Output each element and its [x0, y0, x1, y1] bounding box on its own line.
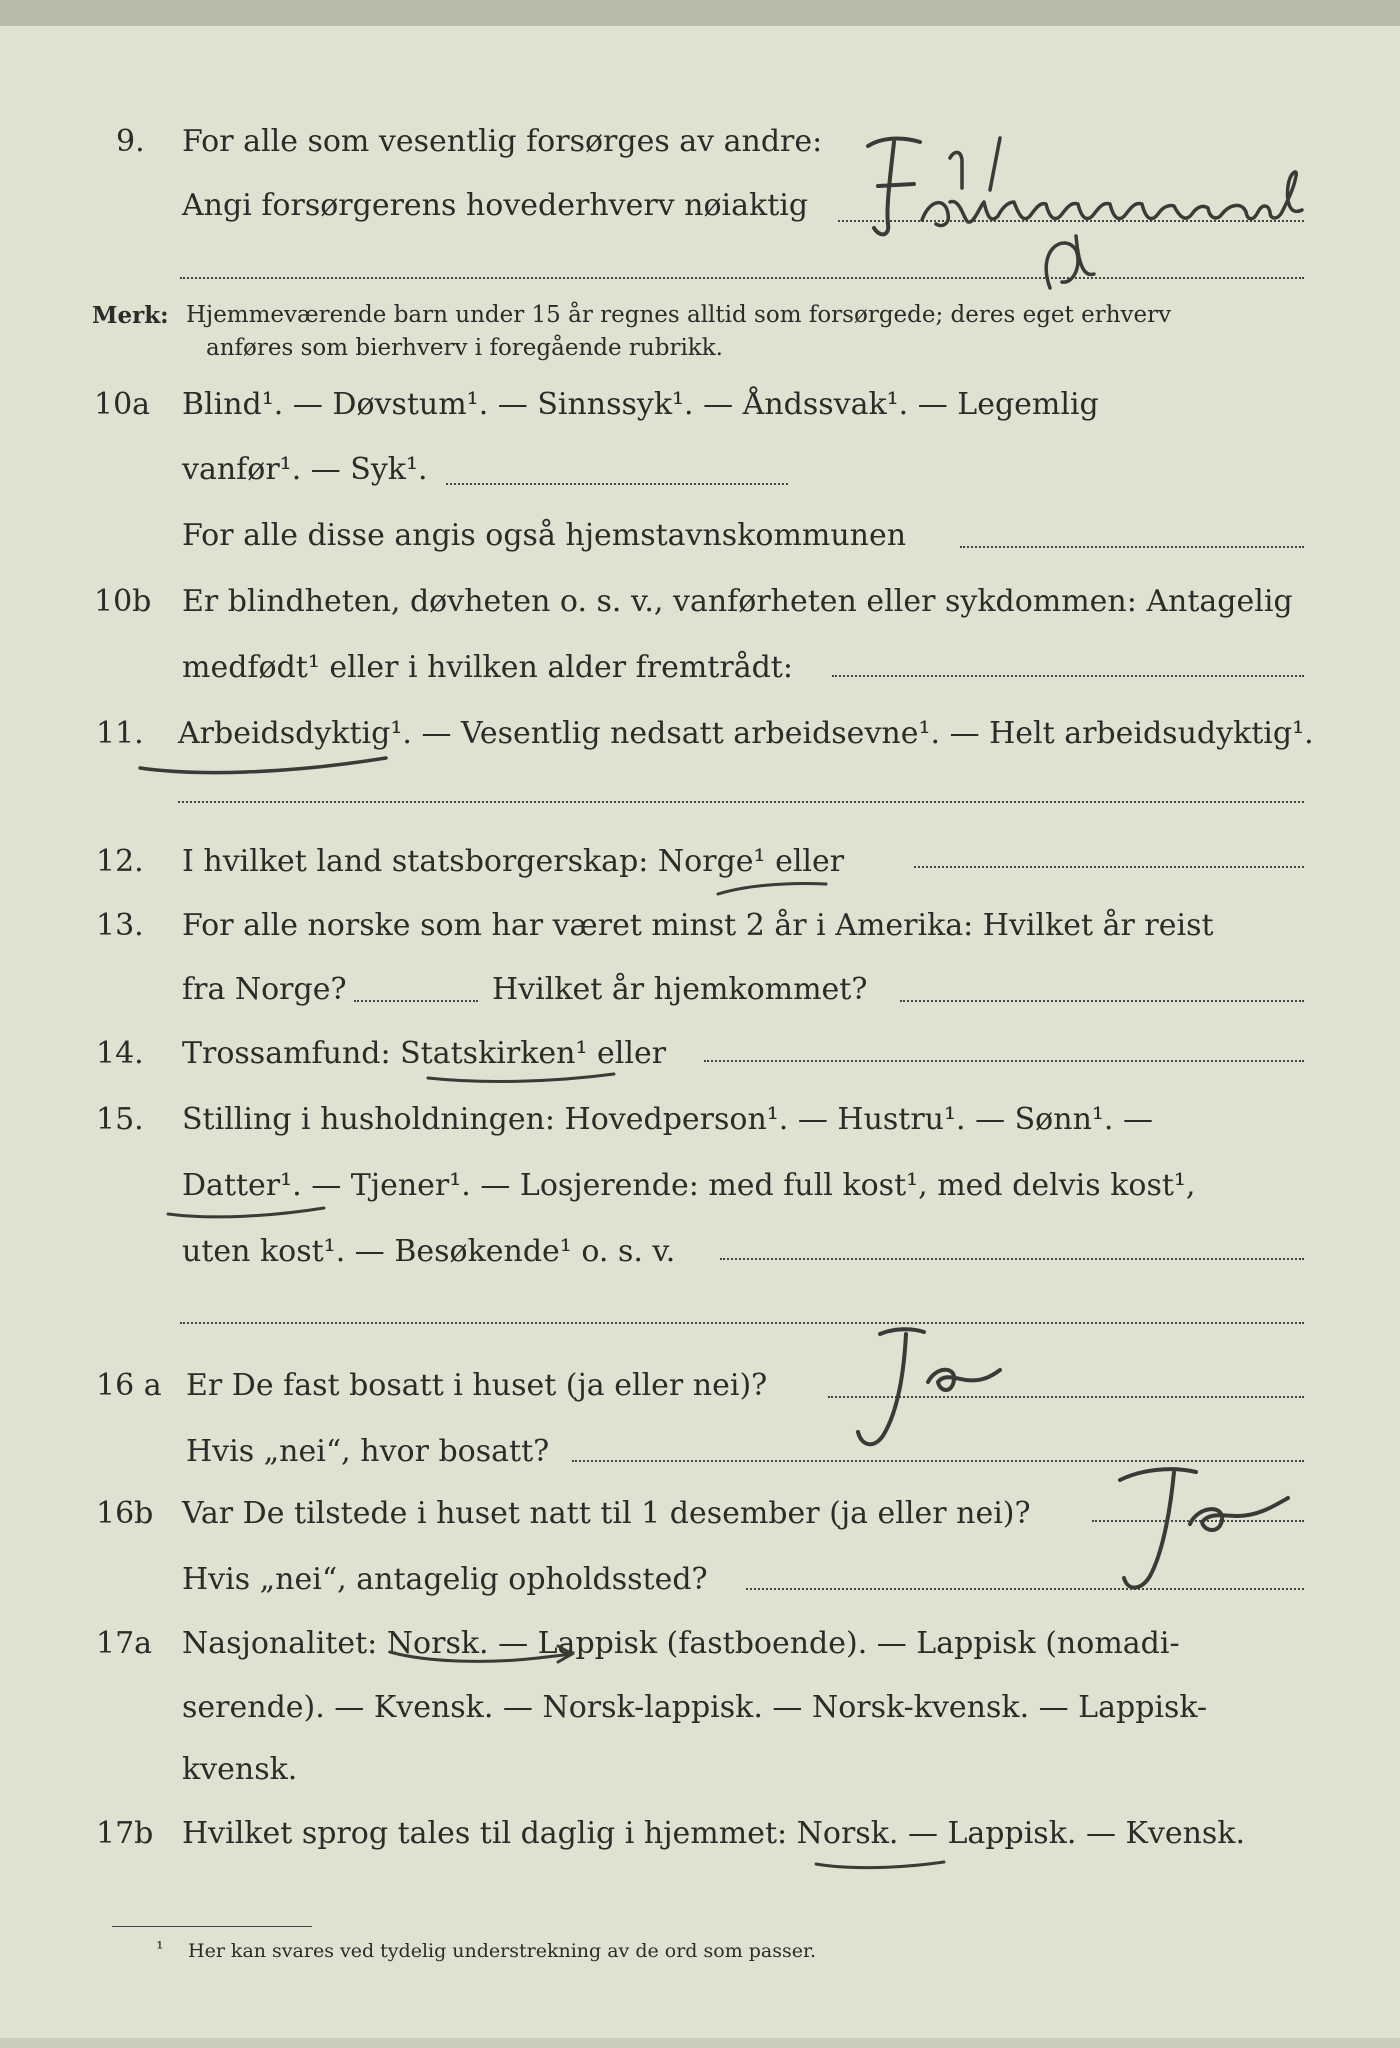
q17b-underline-mark — [812, 1856, 952, 1880]
q16b-number: 16b — [96, 1496, 154, 1531]
q16b-hand-text: Ja — [1080, 1454, 1081, 1455]
q9-handwritten-answer — [850, 128, 1370, 292]
q13-line2b: Hvilket år hjemkommet? — [492, 972, 868, 1007]
q11-line1: Arbeidsdyktig¹. — Vesentlig nedsatt arbeidsevne¹. — Helt arbeidsudyktig¹. — [178, 716, 1314, 751]
q10b-line2: medfødt¹ eller i hvilken alder fremtrådt: — [182, 650, 793, 685]
q11-underline-mark — [136, 754, 396, 788]
q12-line1: I hvilket land statsborgerskap: Norge¹ eller — [182, 844, 845, 879]
q9-hand-text: Tømmermand — [850, 128, 857, 129]
q10a-syk-dots — [446, 483, 788, 485]
q9-extra-dots — [180, 277, 1304, 279]
q13-number: 13. — [96, 908, 144, 943]
q9-answer-dots — [838, 220, 1304, 222]
q10b-number: 10b — [94, 584, 152, 619]
q16a-dots — [828, 1396, 1304, 1398]
q10a-number: 10a — [94, 387, 151, 422]
q16b-handwritten-answer — [1080, 1454, 1320, 1608]
footnote-rule — [112, 1926, 312, 1927]
q16b-opphold-dots — [746, 1588, 1304, 1590]
q10b-line1: Er blindheten, døvheten o. s. v., vanførheten eller sykdommen: Antagelig — [182, 584, 1293, 619]
q17b-number: 17b — [96, 1816, 154, 1851]
q15-dots — [720, 1258, 1304, 1260]
q11-dots — [178, 801, 1304, 803]
q16a-hand-text: Ja — [832, 1322, 833, 1323]
q14-dots — [704, 1060, 1304, 1062]
q10a-kommune-dots — [960, 546, 1304, 548]
q12-dots — [914, 866, 1304, 868]
q16a-number: 16 a — [96, 1368, 162, 1403]
q15-extra-dots — [180, 1322, 1304, 1324]
q15-line2: Datter¹. — Tjener¹. — Losjerende: med full kost¹, med delvis kost¹, — [182, 1168, 1196, 1203]
q17a-line2: serende). — Kvensk. — Norsk-lappisk. — Norsk-kvensk. — Lappisk- — [182, 1690, 1208, 1725]
q15-line3: uten kost¹. — Besøkende¹ o. s. v. — [182, 1234, 676, 1269]
q16a-bosatt-dots — [572, 1460, 1304, 1462]
q17a-number: 17a — [96, 1626, 153, 1661]
q17a-line1: Nasjonalitet: Norsk. — Lappisk (fastboende). — Lappisk (nomadi- — [182, 1626, 1180, 1661]
q15-underline-mark — [164, 1200, 334, 1228]
q16a-handwritten-answer — [832, 1322, 1032, 1466]
merk-line1: Hjemmeværende barn under 15 år regnes alltid som forsørgede; deres eget erhverv — [186, 302, 1172, 328]
q10b-dots — [832, 675, 1304, 677]
footnote-text: Her kan svares ved tydelig understrekning av de ord som passer. — [188, 1940, 817, 1962]
q10a-line1: Blind¹. — Døvstum¹. — Sinnssyk¹. — Åndssvak¹. — Legemlig — [182, 387, 1099, 422]
merk-label: Merk: — [92, 302, 169, 329]
q17a-line3: kvensk. — [182, 1752, 298, 1787]
q15-line1: Stilling i husholdningen: Hovedperson¹. — Hustru¹. — Sønn¹. — — [182, 1102, 1153, 1137]
q16b-line2: Hvis „nei“, antagelig opholdssted? — [182, 1562, 708, 1597]
q15-number: 15. — [96, 1102, 144, 1137]
q13-hjem-dots — [900, 1000, 1304, 1002]
q16a-line2: Hvis „nei“, hvor bosatt? — [186, 1434, 550, 1469]
q10a-line2: vanfør¹. — Syk¹. — [182, 452, 428, 487]
q10a-line3: For alle disse angis også hjemstavnskommunen — [182, 518, 907, 553]
q11-number: 11. — [96, 716, 144, 751]
footnote-mark: ¹ — [156, 1938, 164, 1960]
q16b-line1: Var De tilstede i huset natt til 1 desember (ja eller nei)? — [182, 1496, 1031, 1531]
q9-line2: Angi forsørgerens hovederhverv nøiaktig — [182, 188, 809, 223]
q16a-line1: Er De fast bosatt i huset (ja eller nei)? — [186, 1368, 768, 1403]
q9-line1: For alle som vesentlig forsørges av andre: — [182, 124, 823, 159]
q16b-dots — [1092, 1520, 1304, 1522]
q13-line1: For alle norske som har været minst 2 år i Amerika: Hvilket år reist — [182, 908, 1214, 943]
merk-line2: anføres som bierhverv i foregående rubrikk. — [206, 335, 723, 361]
q14-number: 14. — [96, 1036, 144, 1071]
q13-reist-dots — [354, 1000, 478, 1002]
q12-number: 12. — [96, 844, 144, 879]
q17b-line1: Hvilket sprog tales til daglig i hjemmet: Norsk. — Lappisk. — Kvensk. — [182, 1816, 1246, 1851]
q13-line2a: fra Norge? — [182, 972, 347, 1007]
page-bottom-edge — [0, 2038, 1400, 2048]
page-top-edge — [0, 0, 1400, 26]
q14-line1: Trossamfund: Statskirken¹ eller — [182, 1036, 667, 1071]
q9-number: 9. — [116, 124, 145, 159]
q12-underline-mark — [714, 878, 834, 906]
